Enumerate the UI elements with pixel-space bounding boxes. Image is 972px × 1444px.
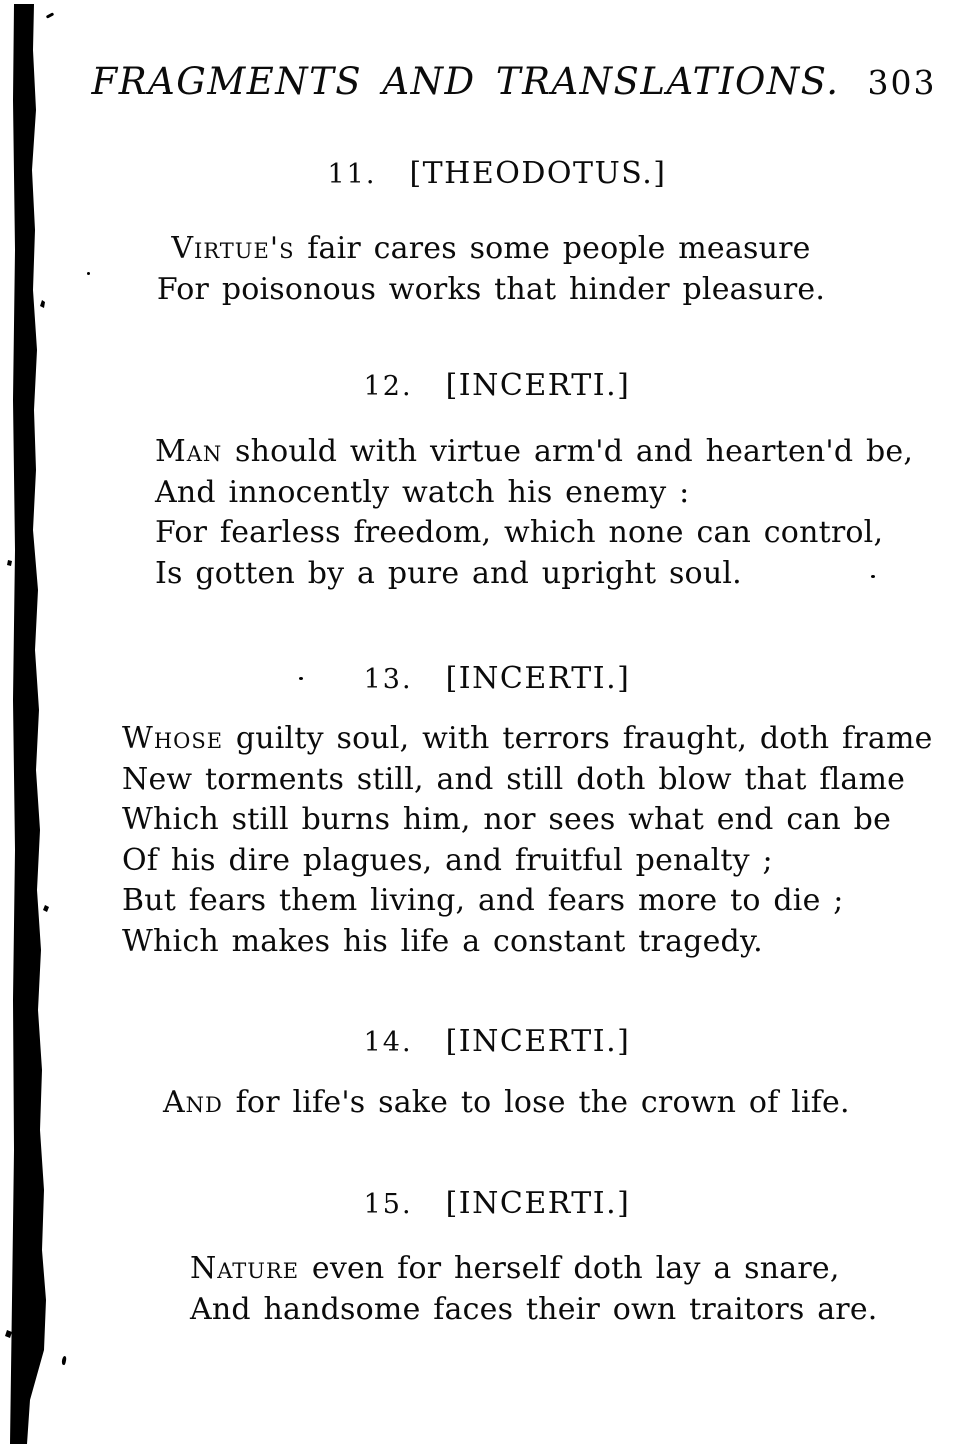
line-text: should with virtue arm'd and hearten'd be, xyxy=(222,434,914,469)
section-title: [INCERTI.] xyxy=(445,1024,631,1059)
section-number: 14. xyxy=(363,1027,413,1058)
section-number: 15. xyxy=(363,1189,413,1220)
line-text: fair cares some people measure xyxy=(294,231,811,266)
poem-line xyxy=(122,719,933,760)
section-title: [INCERTI.] xyxy=(445,368,631,403)
section-title: [INCERTI.] xyxy=(445,661,631,696)
section-11-stanza xyxy=(0,229,972,310)
line-text: guilty soul, with terrors fraught, doth frame xyxy=(223,721,933,756)
section-number: 11. xyxy=(327,159,377,190)
running-header xyxy=(0,60,972,103)
lead-word: Virtue's xyxy=(171,231,295,266)
section-number: 12. xyxy=(363,371,413,402)
section-title: [THEODOTUS.] xyxy=(409,156,667,191)
poem-line xyxy=(190,1249,878,1290)
line-text: And innocently watch his enemy : xyxy=(155,474,690,510)
poem-line xyxy=(122,800,933,841)
line-text: Which makes his life a constant tragedy. xyxy=(122,923,763,959)
poem-line xyxy=(155,473,913,514)
poem-line xyxy=(163,1083,850,1124)
line-text: for life's sake to lose the crown of life. xyxy=(222,1085,850,1120)
section-title: [INCERTI.] xyxy=(445,1186,631,1221)
line-text: Which still burns him, nor sees what end can be xyxy=(122,802,892,837)
line-text: For fearless freedom, which none can control, xyxy=(155,515,884,550)
line-text: But fears them living, and fears more to die ; xyxy=(122,883,844,918)
lead-word: And xyxy=(163,1085,223,1120)
poem-line xyxy=(155,432,913,473)
poem-line xyxy=(190,1290,878,1331)
header-title: FRAGMENTS AND TRANSLATIONS. xyxy=(91,60,840,103)
poem-line xyxy=(155,554,913,595)
section-14-stanza xyxy=(163,1083,850,1124)
lead-word: Whose xyxy=(122,721,224,756)
ink-speck xyxy=(61,1356,67,1366)
section-number: 13. xyxy=(363,664,413,695)
lead-word: Nature xyxy=(190,1251,300,1286)
poem-line xyxy=(122,841,933,882)
section-15-stanza xyxy=(190,1249,878,1330)
line-text: Is gotten by a pure and upright soul. xyxy=(155,555,742,591)
line-text: New torments still, and still doth blow that flame xyxy=(122,761,906,797)
page-number: 303 xyxy=(867,63,937,102)
poem-line xyxy=(122,922,933,963)
section-12-stanza xyxy=(155,432,913,594)
lead-word: Man xyxy=(155,434,223,469)
section-13-stanza xyxy=(122,719,933,962)
line-text: And handsome faces their own traitors are. xyxy=(190,1291,878,1327)
scan-gutter-band xyxy=(0,0,60,1444)
poem-line xyxy=(155,513,913,554)
section-15-heading xyxy=(0,1186,972,1221)
poem-line xyxy=(122,881,933,922)
section-13-heading xyxy=(0,661,972,696)
line-text: For poisonous works that hinder pleasure. xyxy=(156,271,826,307)
line-text: even for herself doth lay a snare, xyxy=(299,1251,840,1286)
poem-line xyxy=(10,270,972,311)
line-text: Of his dire plagues, and fruitful penalty ; xyxy=(122,842,773,878)
section-14-heading xyxy=(0,1024,972,1059)
poem-line xyxy=(122,760,933,801)
poem-line xyxy=(10,229,972,270)
section-11-heading xyxy=(0,156,972,191)
section-12-heading xyxy=(0,368,972,403)
